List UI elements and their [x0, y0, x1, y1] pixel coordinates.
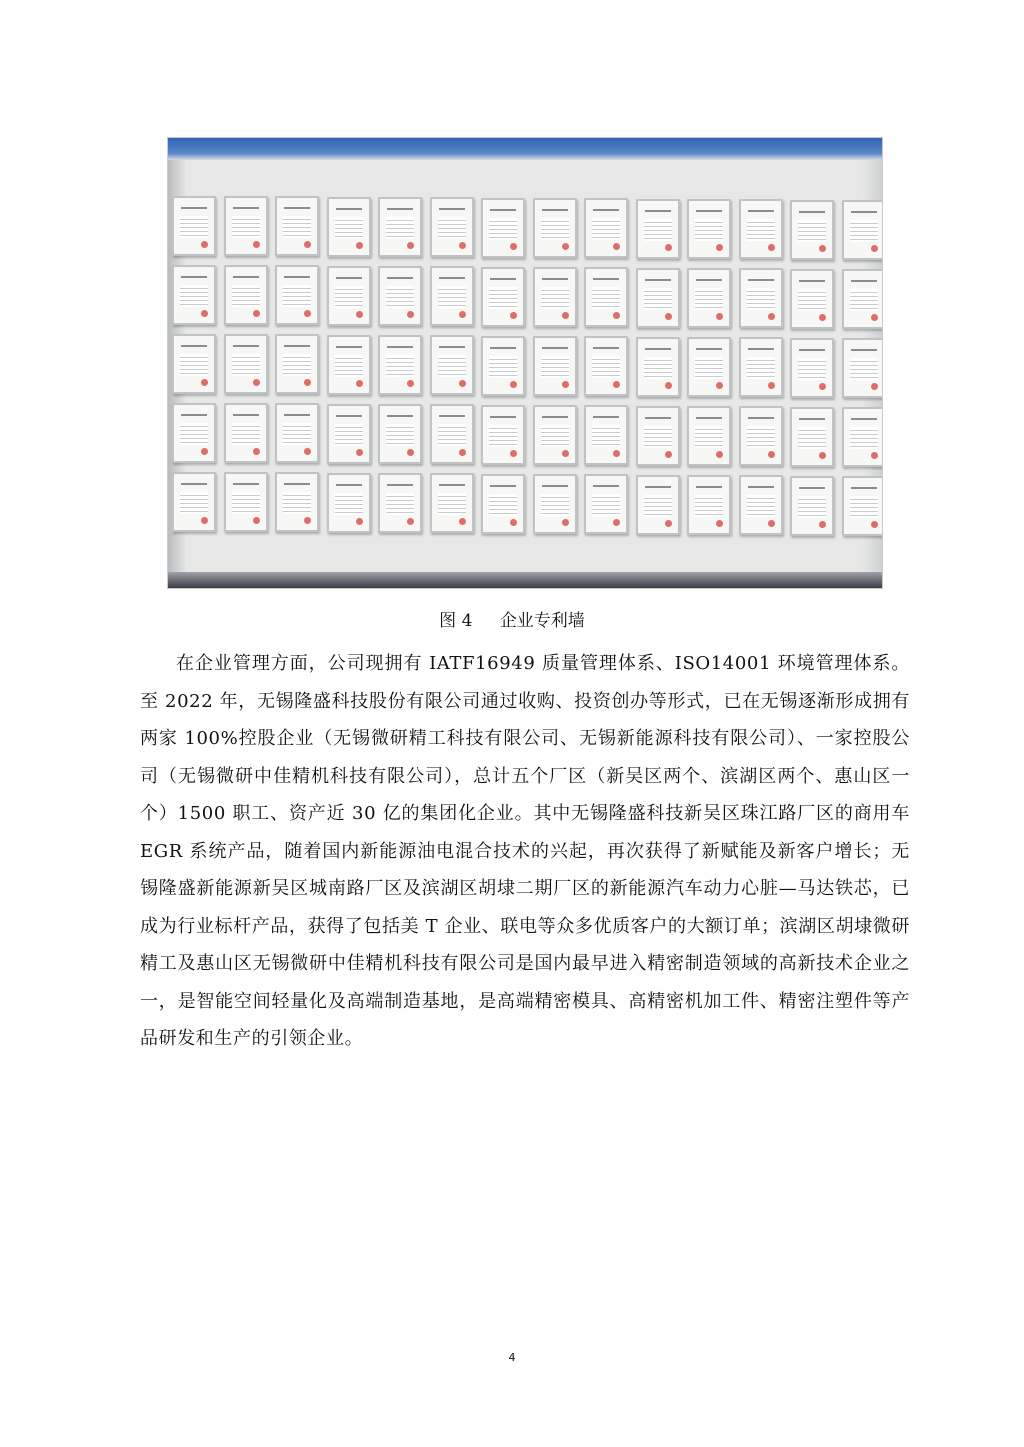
patent-certificate-frame: [275, 334, 319, 394]
patent-certificate-frame: [584, 405, 628, 465]
certificate-seal: [459, 449, 466, 456]
patent-certificate-frame: [739, 199, 783, 259]
patent-certificate-frame: [224, 196, 268, 256]
patent-certificate-frame: [224, 403, 268, 463]
patent-certificate-frame: [790, 338, 834, 398]
certificate-seal: [871, 521, 878, 528]
certificate-seal: [253, 448, 260, 455]
patent-certificate-frame: [636, 199, 680, 259]
figure-caption: [0, 608, 1024, 634]
certificate-seal: [201, 241, 208, 248]
certificate-seal: [253, 310, 260, 317]
patent-certificate-frame: [687, 268, 731, 328]
certificate-seal: [562, 519, 569, 526]
patent-certificate-frame: [739, 406, 783, 466]
page-number: 4: [508, 1351, 516, 1364]
patent-certificate-frame: [172, 196, 216, 256]
patent-certificate-frame: [327, 404, 371, 464]
certificate-seal: [304, 517, 311, 524]
patent-certificate-frame: [481, 336, 525, 396]
certificate-seal: [459, 242, 466, 249]
certificate-seal: [871, 314, 878, 321]
certificate-seal: [819, 521, 826, 528]
figure-caption-title: 企业专利墙: [499, 611, 585, 631]
certificate-seal: [871, 383, 878, 390]
certificate-seal: [304, 310, 311, 317]
figure-caption-number: 图 4: [439, 611, 473, 631]
patent-certificate-frame: [790, 200, 834, 260]
certificate-seal: [407, 380, 414, 387]
certificate-seal: [253, 379, 260, 386]
patent-certificate-frame: [636, 268, 680, 328]
patent-certificate-frame: [378, 335, 422, 395]
patent-certificate-frame: [430, 335, 474, 395]
patent-certificate-frame: [430, 404, 474, 464]
certificate-seal: [562, 450, 569, 457]
patent-certificate-frame: [636, 406, 680, 466]
certificate-seal: [562, 243, 569, 250]
certificate-seal: [768, 520, 775, 527]
certificate-seal: [871, 245, 878, 252]
certificate-seal: [510, 450, 517, 457]
patent-certificate-frame: [687, 475, 731, 535]
photo-floor-band: [168, 572, 882, 588]
patent-certificate-frame: [275, 265, 319, 325]
patent-certificate-frame: [739, 475, 783, 535]
certificate-seal: [613, 381, 620, 388]
patent-certificate-frame: [687, 199, 731, 259]
patent-certificate-frame: [172, 403, 216, 463]
patent-certificate-frame: [327, 473, 371, 533]
patent-certificate-frame: [842, 476, 884, 536]
patent-certificate-frame: [481, 198, 525, 258]
certificate-seal: [407, 242, 414, 249]
patent-certificate-frame: [430, 197, 474, 257]
certificate-seal: [510, 381, 517, 388]
certificate-seal: [613, 450, 620, 457]
patent-certificate-frame: [224, 334, 268, 394]
certificate-seal: [562, 381, 569, 388]
patent-certificate-frame: [378, 404, 422, 464]
patent-certificate-frame: [224, 265, 268, 325]
certificate-seal: [665, 520, 672, 527]
certificate-seal: [510, 519, 517, 526]
certificate-seal: [459, 311, 466, 318]
patent-certificate-frame: [533, 267, 577, 327]
certificate-seal: [819, 452, 826, 459]
certificate-seal: [665, 244, 672, 251]
certificate-seal: [819, 383, 826, 390]
certificate-seal: [253, 517, 260, 524]
patent-certificate-frame: [275, 472, 319, 532]
patent-certificate-frame: [430, 266, 474, 326]
certificate-seal: [510, 312, 517, 319]
certificate-seal: [716, 382, 723, 389]
certificate-seal: [201, 448, 208, 455]
patent-certificate-frame: [327, 197, 371, 257]
patent-certificate-frame: [790, 407, 834, 467]
certificate-seal: [716, 451, 723, 458]
patent-certificate-frame: [172, 334, 216, 394]
patent-certificate-frame: [636, 475, 680, 535]
patent-certificate-frame: [842, 269, 884, 329]
patent-certificate-frame: [687, 337, 731, 397]
patent-certificate-frame: [584, 198, 628, 258]
patent-certificate-frame: [481, 474, 525, 534]
patent-certificate-frame: [739, 268, 783, 328]
certificate-seal: [819, 314, 826, 321]
certificate-seal: [304, 379, 311, 386]
certificate-seal: [356, 449, 363, 456]
certificate-seal: [768, 313, 775, 320]
patent-certificate-frame: [584, 336, 628, 396]
body-paragraph: 在企业管理方面，公司现拥有 IATF16949 质量管理体系、ISO14001 环境管理体系。至 2022 年，无锡隆盛科技股份有限公司通过收购、投资创办等形式，已在无锡逐渐形成拥有两家 100%控股企业（无锡微研精工科技有限公司、无锡新能源科技有限公司）、一家控股公司（无锡微研中佳精机科技有限公司），总计五个厂区（新吴区两个、滨湖区两个、惠山区一个）1500 职工、资产近 30 亿的集团化企业。其中无锡隆盛科技新吴区珠江路厂区的商用车 EGR 系统产品，随着国内新能源油电混合技术的兴起，再次获得了新赋能及新客户增长；无锡隆盛新能源新吴区城南路厂区及滨湖区胡埭二期厂区的新能源汽车动力心脏—马达铁芯，已成为行业标杆产品，获得了包括美 T 企业、联电等众多优质客户的大额订单；滨湖区胡埭微研精工及惠山区无锡微研中佳精机科技有限公司是国内最早进入精密制造领域的高新技术企业之一，是智能空间轻量化及高端制造基地，是高端精密模具、高精密机加工件、精密注塑件等产品研发和生产的引领企业。: [140, 653, 910, 1049]
patent-certificate-frame: [378, 266, 422, 326]
patent-certificate-frame: [584, 267, 628, 327]
certificate-seal: [201, 379, 208, 386]
patent-certificate-frame: [584, 474, 628, 534]
certificate-seal: [562, 312, 569, 319]
patent-certificate-frame: [687, 406, 731, 466]
patent-certificate-frame: [378, 197, 422, 257]
certificate-seal: [304, 241, 311, 248]
certificate-seal: [871, 452, 878, 459]
certificate-seal: [665, 313, 672, 320]
certificate-seal: [613, 519, 620, 526]
certificate-seal: [613, 243, 620, 250]
certificate-seal: [407, 311, 414, 318]
certificate-seal: [665, 382, 672, 389]
certificate-seal: [768, 451, 775, 458]
certificate-seal: [459, 518, 466, 525]
certificate-seal: [201, 310, 208, 317]
certificate-seal: [356, 311, 363, 318]
patent-certificate-grid: [168, 138, 882, 588]
certificate-seal: [768, 382, 775, 389]
certificate-seal: [768, 244, 775, 251]
patent-certificate-frame: [481, 267, 525, 327]
patent-certificate-frame: [842, 407, 884, 467]
certificate-seal: [716, 313, 723, 320]
certificate-seal: [407, 449, 414, 456]
certificate-seal: [201, 517, 208, 524]
certificate-seal: [459, 380, 466, 387]
patent-certificate-frame: [842, 338, 884, 398]
patent-certificate-frame: [533, 198, 577, 258]
certificate-seal: [510, 243, 517, 250]
patent-certificate-frame: [842, 200, 884, 260]
patent-certificate-frame: [790, 476, 834, 536]
certificate-seal: [407, 518, 414, 525]
certificate-seal: [665, 451, 672, 458]
certificate-seal: [253, 241, 260, 248]
patent-certificate-frame: [481, 405, 525, 465]
certificate-seal: [304, 448, 311, 455]
patent-certificate-frame: [533, 336, 577, 396]
certificate-seal: [356, 242, 363, 249]
patent-certificate-frame: [275, 196, 319, 256]
patent-certificate-frame: [790, 269, 834, 329]
certificate-seal: [716, 244, 723, 251]
certificate-seal: [356, 518, 363, 525]
certificate-wall-photo: [167, 137, 883, 589]
patent-certificate-frame: [172, 472, 216, 532]
patent-certificate-frame: [327, 266, 371, 326]
patent-certificate-frame: [224, 472, 268, 532]
certificate-seal: [716, 520, 723, 527]
patent-certificate-frame: [533, 405, 577, 465]
patent-certificate-frame: [533, 474, 577, 534]
patent-certificate-frame: [430, 473, 474, 533]
patent-certificate-frame: [172, 265, 216, 325]
certificate-seal: [613, 312, 620, 319]
certificate-seal: [356, 380, 363, 387]
certificate-seal: [819, 245, 826, 252]
patent-certificate-frame: [739, 337, 783, 397]
patent-certificate-frame: [275, 403, 319, 463]
patent-certificate-frame: [327, 335, 371, 395]
patent-certificate-frame: [378, 473, 422, 533]
patent-certificate-frame: [636, 337, 680, 397]
